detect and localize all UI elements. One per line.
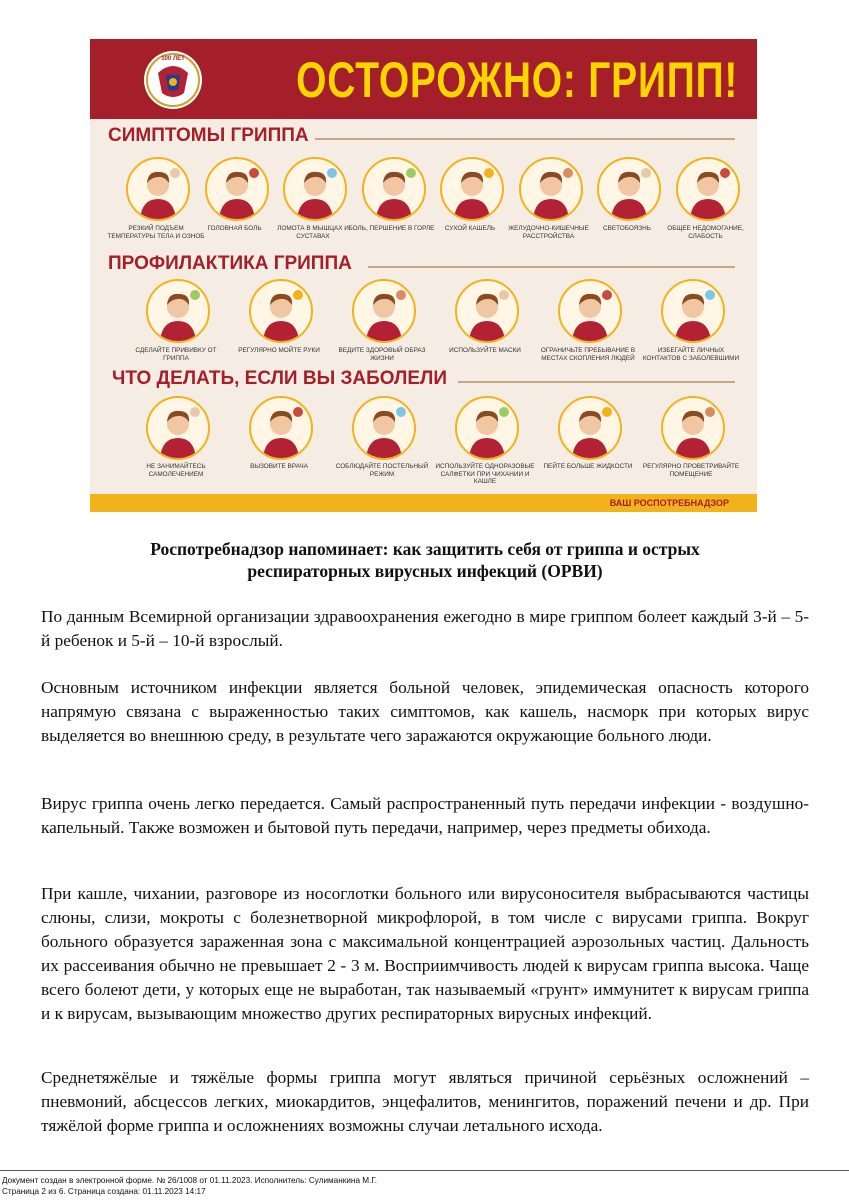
poster-footer-bar: [90, 494, 757, 512]
article-paragraph-3: Вирус гриппа очень легко передается. Самый распространенный путь передачи инфекции - воздушно-капельный. Также возможен и бытовой путь передачи, например, через предметы обихода.: [41, 794, 809, 837]
no-crowds-icon: [558, 279, 622, 343]
poster-title: ОСТОРОЖНО: ГРИПП!: [296, 52, 739, 108]
poster-item-caption: ИСПОЛЬЗУЙТЕ МАСКИ: [449, 347, 521, 354]
article-paragraph-4: При кашле, чихании, разговоре из носоглотки больного или вирусоносителя выбрасываются частицы слюны, слизи, мокроты с болезнетворной микрофлорой, в том числе с вирусами гриппа. Вокруг больного образуется зараженная зона с максимальной концентрацией аэрозольных частиц. Дальность их рассеивания обычно не превышает 2 - 3 м. Восприимчивость людей к вирусам гриппа высока. Чаще всего болеют дети, у которых еще не выработан, так называемый «грунт» иммунитет к вирусам гриппа и к вирусам, вызывающим множество других респираторных вирусных инфекций.: [41, 884, 809, 1023]
poster-item-caption: БОЛЬ, ПЕРШЕНИЕ В ГОРЛЕ: [348, 225, 435, 232]
poster-item-caption: СУХОЙ КАШЕЛЬ: [444, 225, 496, 232]
article-heading-line-1: Роспотребнадзор напоминает: как защитить себя от гриппа и острых: [150, 539, 700, 559]
section-title-symptoms: СИМПТОМЫ ГРИППА: [108, 125, 309, 146]
dry-cough-icon: [440, 157, 504, 221]
stomach-ache-icon: [519, 157, 583, 221]
svg-text:100 ЛЕТ: 100 ЛЕТ: [161, 56, 185, 62]
photophobia-icon: [597, 157, 661, 221]
hand-washing-icon: [249, 279, 313, 343]
fever-chills-icon: [126, 157, 190, 221]
healthy-lifestyle-icon: [352, 279, 416, 343]
poster-item-caption: ОБЩЕЕ НЕДОМОГАНИЕ, СЛАБОСТЬ: [667, 225, 744, 240]
rospotrebnadzor-emblem-icon: [142, 49, 204, 111]
poster-item-caption: РЕЗКИЙ ПОДЪЕМ ТЕМПЕРАТУРЫ ТЕЛА И ОЗНОБ: [107, 225, 205, 240]
article-paragraph-2: Основным источником инфекции является больной человек, эпидемическая опасность которого напрямую связана с выраженностью таких симптомов, как кашель, насморк при которых вирус выделяется во внешнюю среду, в результате чего заражаются окружающие больного люди.: [41, 678, 809, 745]
vaccination-icon: [146, 279, 210, 343]
flu-poster: [90, 39, 757, 512]
sore-throat-icon: [362, 157, 426, 221]
poster-item-caption: ОГРАНИЧЬТЕ ПРЕБЫВАНИЕ В МЕСТАХ СКОПЛЕНИЯ ЛЮДЕЙ: [540, 347, 636, 362]
poster-item-caption: РЕГУЛЯРНО ПРОВЕТРИВАЙТЕ ПОМЕЩЕНИЕ: [642, 463, 740, 478]
section-divider: [315, 138, 735, 140]
poster-item-caption: ИЗБЕГАЙТЕ ЛИЧНЫХ КОНТАКТОВ С ЗАБОЛЕВШИМИ: [642, 347, 740, 362]
poster-item-caption: ИСПОЛЬЗУЙТЕ ОДНОРАЗОВЫЕ САЛФЕТКИ ПРИ ЧИХАНИИ И КАШЛЕ: [435, 463, 535, 486]
face-mask-icon: [455, 279, 519, 343]
no-self-medication-icon: [146, 396, 210, 460]
poster-item-caption: НЕ ЗАНИМАЙТЕСЬ САМОЛЕЧЕНИЕМ: [146, 463, 206, 478]
weakness-icon: [676, 157, 740, 221]
section-title-what-to-do: ЧТО ДЕЛАТЬ, ЕСЛИ ВЫ ЗАБОЛЕЛИ: [112, 368, 448, 389]
article-paragraph-1: По данным Всемирной организации здравоохранения ежегодно в мире гриппом болеет каждый 3-й – 5-й ребенок и 5-й – 10-й взрослый.: [41, 607, 809, 650]
poster-item-caption: ЖЕЛУДОЧНО-КИШЕЧНЫЕ РАССТРОЙСТВА: [508, 225, 589, 240]
page-meta-line: Страница 2 из 6. Страница создана: 01.11.2023 14:17: [2, 1187, 206, 1196]
muscle-ache-icon: [283, 157, 347, 221]
poster-signature: ВАШ РОСПОТРЕБНАДЗОР: [609, 498, 729, 508]
poster-item-caption: РЕГУЛЯРНО МОЙТЕ РУКИ: [238, 347, 320, 354]
article-heading: [90, 538, 760, 582]
call-doctor-icon: [249, 396, 313, 460]
poster-item-caption: СДЕЛАЙТЕ ПРИВИВКУ ОТ ГРИППА: [135, 347, 217, 362]
poster-item-caption: ВЕДИТЕ ЗДОРОВЫЙ ОБРАЗ ЖИЗНИ: [338, 347, 426, 362]
poster-item-caption: СВЕТОБОЯЗНЬ: [603, 225, 651, 232]
poster-item-caption: ЛОМОТА В МЫШЦАХ И СУСТАВАХ: [277, 225, 349, 240]
avoid-contact-icon: [661, 279, 725, 343]
poster-item-caption: ВЫЗОВИТЕ ВРАЧА: [250, 463, 308, 470]
drink-fluids-icon: [558, 396, 622, 460]
headache-icon: [205, 157, 269, 221]
disposable-tissue-icon: [455, 396, 519, 460]
bed-rest-icon: [352, 396, 416, 460]
page-footer-divider: [0, 1170, 849, 1171]
article-paragraph-5: Среднетяжёлые и тяжёлые формы гриппа могут являться причиной серьёзных осложнений – пневмоний, абсцессов легких, миокардитов, энцефалитов, менингитов, поражений печени и др. При тяжёлой форме гриппа и осложнениях возможны случаи летального исхода.: [41, 1068, 809, 1135]
article-heading-line-2: респираторных вирусных инфекций (ОРВИ): [247, 561, 603, 581]
poster-banner: [90, 39, 757, 119]
section-title-prevention: ПРОФИЛАКТИКА ГРИППА: [108, 253, 352, 274]
section-divider: [368, 266, 735, 268]
section-divider: [458, 381, 735, 383]
poster-item-caption: ГОЛОВНАЯ БОЛЬ: [207, 225, 262, 232]
poster-item-caption: ПЕЙТЕ БОЛЬШЕ ЖИДКОСТИ: [543, 463, 633, 470]
ventilate-room-icon: [661, 396, 725, 460]
poster-item-caption: СОБЛЮДАЙТЕ ПОСТЕЛЬНЫЙ РЕЖИМ: [335, 463, 429, 478]
document-meta-line: Документ создан в электронной форме. № 26/1008 от 01.11.2023. Исполнитель: Сулиманкина М.Г.: [2, 1176, 378, 1185]
